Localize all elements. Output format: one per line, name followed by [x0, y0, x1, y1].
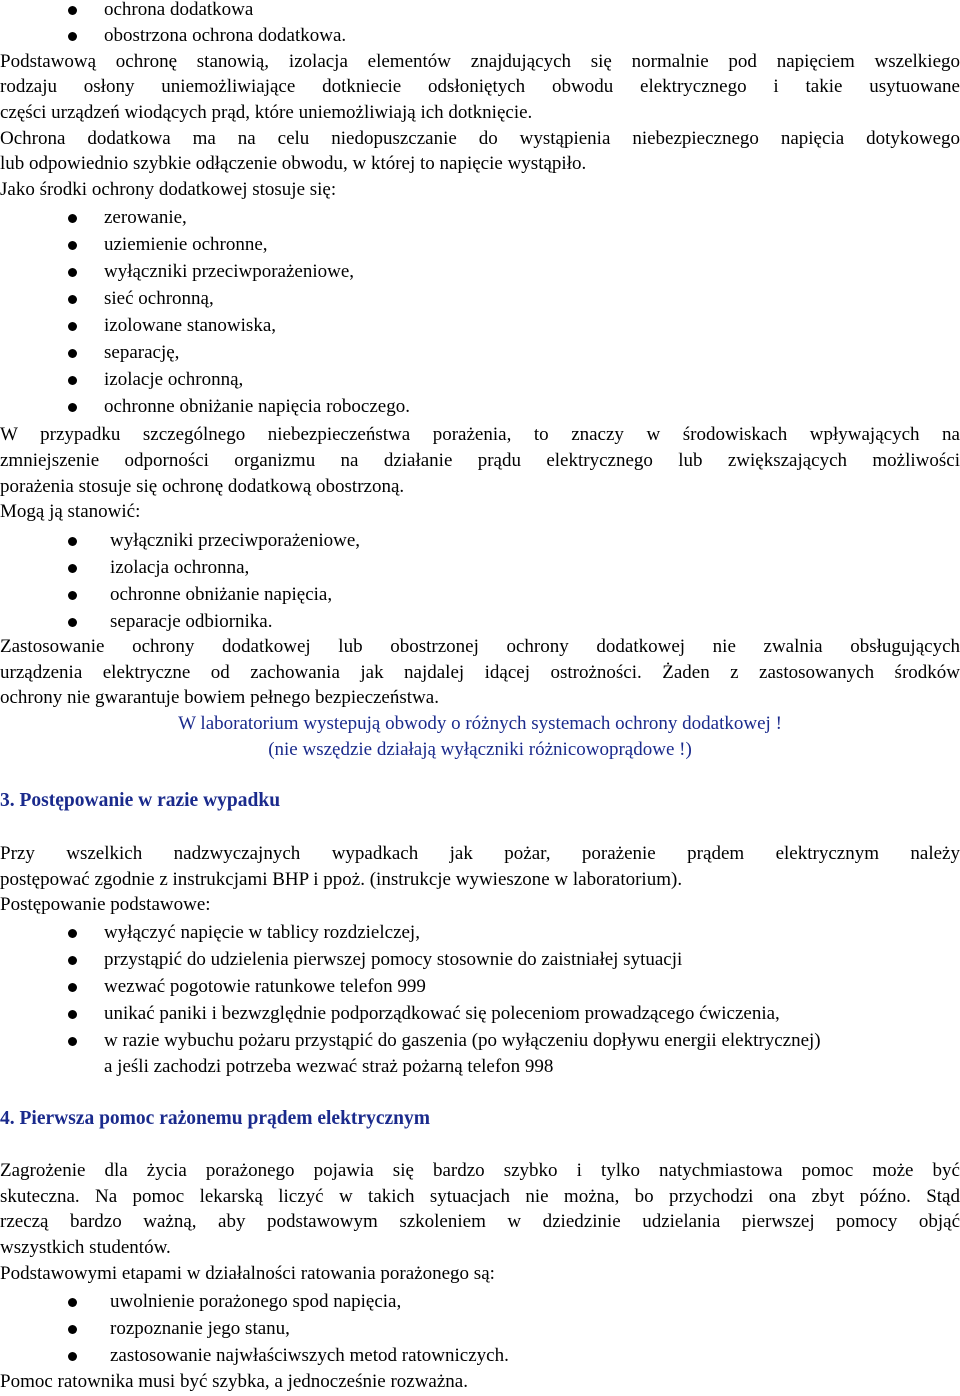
paragraph-line: urządzenia elektryczne od zachowania jak najdalej idącej ostrożności. Żaden z zastosowanych środków	[0, 662, 960, 683]
list-item: zerowanie,	[104, 207, 187, 228]
list-item: rozpoznanie jego stanu,	[110, 1318, 290, 1339]
list-item: a jeśli zachodzi potrzeba wezwać straż pożarną telefon 998	[104, 1056, 554, 1077]
bullet-icon	[68, 537, 77, 546]
bullet-icon	[68, 241, 77, 250]
paragraph-line: wszystkich studentów.	[0, 1237, 171, 1258]
paragraph-line: lub odpowiednio szybkie odłączenie obwodu, w której to napięcie wystąpiło.	[0, 153, 587, 174]
list-item: uwolnienie porażonego spod napięcia,	[110, 1291, 402, 1312]
list-item: ochronne obniżanie napięcia roboczego.	[104, 396, 410, 417]
list-item: obostrzona ochrona dodatkowa.	[104, 25, 347, 46]
paragraph-line: rzeczą bardzo ważną, aby podstawowym szkoleniem w dziedzinie udzielania pierwszej pomocy objąć	[0, 1211, 960, 1232]
list-item: izolacja ochronna,	[110, 557, 250, 578]
paragraph-line: Podstawowymi etapami w działalności ratowania porażonego są:	[0, 1263, 495, 1284]
lab-note: W laboratorium wystepują obwody o różnych systemach ochrony dodatkowej !	[178, 713, 782, 734]
list-item: w razie wybuchu pożaru przystąpić do gaszenia (po wyłączeniu dopływu energii elektrycznej)	[104, 1030, 821, 1051]
bullet-icon	[68, 1325, 77, 1334]
bullet-icon	[68, 295, 77, 304]
paragraph-line: Zagrożenie dla życia porażonego pojawia się bardzo szybko i tylko natychmiastowa pomoc może być	[0, 1160, 960, 1181]
paragraph-line: Mogą ją stanowić:	[0, 501, 141, 522]
list-item: wezwać pogotowie ratunkowe telefon 999	[104, 976, 426, 997]
list-item: wyłączniki przeciwporażeniowe,	[104, 261, 355, 282]
paragraph-line: W przypadku szczególnego niebezpieczeństwa porażenia, to znaczy w środowiskach wpływających na	[0, 424, 960, 445]
bullet-icon	[68, 591, 77, 600]
bullet-icon	[68, 983, 77, 992]
paragraph-line: Zastosowanie ochrony dodatkowej lub obostrzonej ochrony dodatkowej nie zwalnia obsługujących	[0, 636, 960, 657]
bullet-icon	[68, 1352, 77, 1361]
list-item: wyłączyć napięcie w tablicy rozdzielczej,	[104, 922, 420, 943]
paragraph-line: Podstawową ochronę stanowią, izolacja elementów znajdujących się normalnie pod napięciem wszelkiego	[0, 51, 960, 72]
bullet-icon	[68, 349, 77, 358]
section-heading: 4. Pierwsza pomoc rażonemu prądem elektrycznym	[0, 1108, 430, 1129]
paragraph-line: porażenia stosuje się ochronę dodatkową obostrzoną.	[0, 476, 405, 497]
bullet-icon	[68, 32, 77, 41]
paragraph-line: Postępowanie podstawowe:	[0, 894, 211, 915]
paragraph-line: Przy wszelkich nadzwyczajnych wypadkach jak pożar, porażenie prądem elektrycznym należy	[0, 843, 960, 864]
list-item: separacje odbiornika.	[110, 611, 273, 632]
bullet-icon	[68, 6, 77, 15]
list-item: przystąpić do udzielenia pierwszej pomocy stosownie do zaistniałej sytuacji	[104, 949, 683, 970]
paragraph-line: Jako środki ochrony dodatkowej stosuje się:	[0, 179, 337, 200]
paragraph-line: zmniejszenie odporności organizmu na działanie prądu elektrycznego lub zwiększających możliwości	[0, 450, 960, 471]
bullet-icon	[68, 322, 77, 331]
bullet-icon	[68, 1037, 77, 1046]
list-item: zastosowanie najwłaściwszych metod ratowniczych.	[110, 1345, 509, 1366]
section-heading: 3. Postępowanie w razie wypadku	[0, 790, 281, 811]
paragraph-line: skuteczna. Na pomoc lekarską liczyć w takich sytuacjach nie można, bo przychodzi ona zbyt późno. Stąd	[0, 1186, 960, 1207]
bullet-icon	[68, 564, 77, 573]
list-item: ochronne obniżanie napięcia,	[110, 584, 333, 605]
paragraph-line: rodzaju osłony uniemożliwiające dotkniecie odsłoniętych obwodu elektrycznego i takie usytuowane	[0, 76, 960, 97]
paragraph-line: części urządzeń wiodących prąd, które uniemożliwiają ich dotknięcie.	[0, 102, 533, 123]
list-item: izolowane stanowiska,	[104, 315, 277, 336]
list-item: unikać paniki i bezwzględnie podporządkować się poleceniom prowadzącego ćwiczenia,	[104, 1003, 780, 1024]
bullet-icon	[68, 929, 77, 938]
paragraph-line: postępować zgodnie z instrukcjami BHP i ppoż. (instrukcje wywieszone w laboratorium).	[0, 869, 683, 890]
list-item: ochrona dodatkowa	[104, 0, 254, 20]
paragraph-line: Pomoc ratownika musi być szybka, a jednocześnie rozważna.	[0, 1371, 468, 1392]
bullet-icon	[68, 268, 77, 277]
bullet-icon	[68, 1010, 77, 1019]
lab-note: (nie wszędzie działają wyłączniki różnicowoprądowe !)	[268, 739, 692, 760]
bullet-icon	[68, 376, 77, 385]
list-item: separację,	[104, 342, 180, 363]
bullet-icon	[68, 618, 77, 627]
paragraph-line: ochrony nie gwarantuje bowiem pełnego bezpieczeństwa.	[0, 687, 439, 708]
bullet-icon	[68, 214, 77, 223]
list-item: uziemienie ochronne,	[104, 234, 268, 255]
paragraph-line: Ochrona dodatkowa ma na celu niedopuszczanie do wystąpienia niebezpiecznego napięcia dotykowego	[0, 128, 960, 149]
bullet-icon	[68, 403, 77, 412]
list-item: wyłączniki przeciwporażeniowe,	[110, 530, 361, 551]
list-item: izolacje ochronną,	[104, 369, 244, 390]
bullet-icon	[68, 956, 77, 965]
bullet-icon	[68, 1298, 77, 1307]
list-item: sieć ochronną,	[104, 288, 214, 309]
